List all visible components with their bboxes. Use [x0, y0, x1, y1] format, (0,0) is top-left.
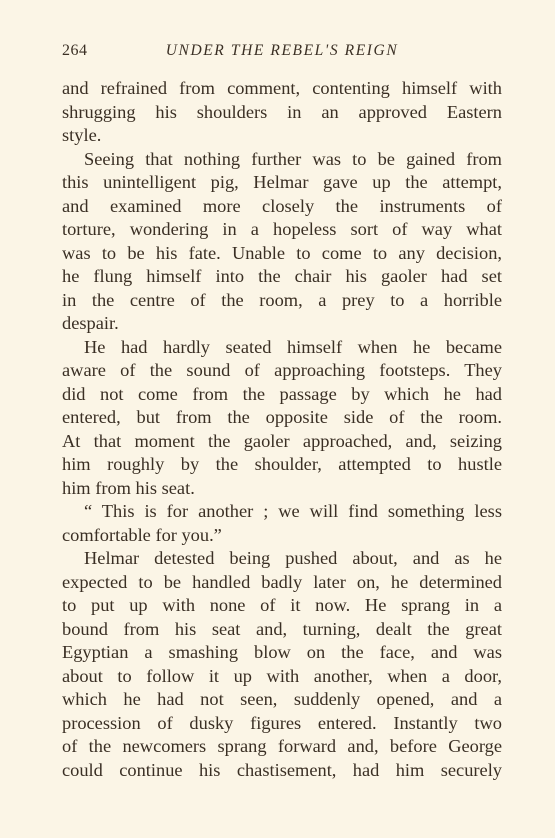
text-line: and examined more closely the instruments of	[62, 195, 502, 216]
text-line: shrugging his shoulders in an approved Eastern	[62, 101, 502, 122]
text-line: bound from his seat and, turning, dealt the great	[62, 618, 502, 639]
text-line: he flung himself into the chair his gaoler had set	[62, 266, 502, 286]
body-text	[62, 77, 502, 782]
page-header	[62, 42, 502, 66]
text-line: in the centre of the room, a prey to a horrible	[62, 289, 502, 310]
text-line: “ This is for another ; we will find something less	[84, 501, 502, 521]
text-line: comfortable for you.”	[62, 524, 222, 545]
text-line: torture, wondering in a hopeless sort of way what	[62, 219, 502, 239]
text-line: despair.	[62, 313, 119, 333]
text-line: of the newcomers sprang forward and, before George	[62, 736, 502, 756]
text-line: He had hardly seated himself when he became	[84, 336, 502, 357]
text-line: about to follow it up with another, when a door,	[62, 665, 502, 686]
text-line: Seeing that nothing further was to be gained from	[84, 148, 502, 169]
text-line: aware of the sound of approaching footsteps. They	[62, 360, 502, 380]
page-number: 264	[62, 42, 88, 59]
text-line: expected to be handled badly later on, he determined	[62, 571, 502, 592]
text-line: entered, but from the opposite side of the room.	[62, 407, 502, 427]
text-line: and refrained from comment, contenting himself with	[62, 78, 502, 98]
text-line: style.	[62, 125, 102, 145]
text-line: Egyptian a smashing blow on the face, and was	[62, 642, 502, 662]
text-line: which he had not seen, suddenly opened, and a	[62, 689, 502, 709]
text-line: did not come from the passage by which he had	[62, 383, 502, 404]
text-line: him from his seat.	[62, 477, 195, 498]
text-line: this unintelligent pig, Helmar gave up the attempt,	[62, 172, 502, 192]
text-line: to put up with none of it now. He sprang in a	[62, 595, 502, 615]
text-line: him roughly by the shoulder, attempted to hustle	[62, 454, 502, 474]
running-title: UNDER THE REBEL'S REIGN	[165, 42, 399, 59]
text-line: was to be his fate. Unable to come to any decision,	[62, 242, 502, 263]
text-line: procession of dusky figures entered. Instantly two	[62, 712, 502, 733]
text-line: At that moment the gaoler approached, and, seizing	[62, 430, 502, 451]
text-line: could continue his chastisement, had him securely	[62, 759, 502, 780]
text-line: Helmar detested being pushed about, and as he	[84, 548, 502, 568]
